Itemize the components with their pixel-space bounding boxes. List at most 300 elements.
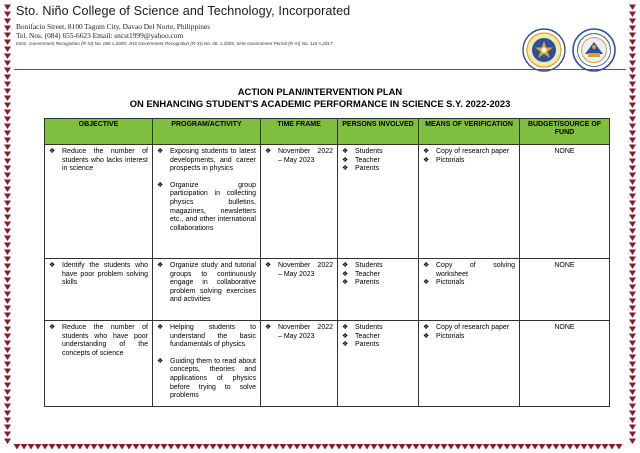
border-ornament [560,444,567,450]
border-ornament [280,444,287,450]
border-ornament [98,444,105,450]
border-ornament [629,47,636,53]
page-border-right [628,2,637,451]
border-ornament [629,390,636,396]
border-ornament [4,12,11,18]
document-subtitle: ON ENHANCING STUDENT'S ACADEMIC PERFORMANCE IN SCIENCE S.Y. 2022-2023 [129,98,511,109]
border-ornament [629,173,636,179]
border-ornament [629,194,636,200]
border-ornament [91,444,98,450]
diamond-bullet-icon: ❖ [423,156,430,164]
border-ornament [315,444,322,450]
border-ornament [629,236,636,242]
border-ornament [4,75,11,81]
border-ornament [4,215,11,221]
border-ornament [441,444,448,450]
persons-cell [338,321,419,407]
border-ornament [4,26,11,32]
border-ornament [490,444,497,450]
border-ornament [4,355,11,361]
diamond-bullet-icon: ❖ [423,262,430,269]
border-ornament [14,444,21,450]
border-ornament [629,61,636,67]
border-ornament [518,444,525,450]
border-ornament [4,390,11,396]
diamond-bullet-icon: ❖ [342,156,349,164]
border-ornament [203,444,210,450]
border-ornament [629,397,636,403]
means-cell [419,259,520,321]
border-ornament [629,432,636,438]
border-ornament [629,250,636,256]
diamond-bullet-icon: ❖ [342,270,349,278]
border-ornament [161,444,168,450]
border-ornament [567,444,574,450]
border-ornament [4,341,11,347]
border-ornament [105,444,112,450]
border-ornament [595,444,602,450]
border-ornament [629,26,636,32]
border-ornament [175,444,182,450]
border-ornament [329,444,336,450]
document-title: ACTION PLAN/INTERVENTION PLAN [237,86,403,97]
person-item: Parents [355,165,380,173]
border-ornament [4,362,11,368]
border-ornament [4,138,11,144]
school-contact: Tel. Nos. (084) 655-6623 Email: sncst1999@yahoo.com [16,31,184,41]
border-ornament [154,444,161,450]
diamond-bullet-icon: ❖ [157,148,164,155]
diamond-bullet-icon: ❖ [49,262,56,269]
border-ornament [4,271,11,277]
border-ornament [140,444,147,450]
diamond-bullet-icon: ❖ [49,324,56,331]
diamond-bullet-icon: ❖ [423,148,430,155]
border-ornament [629,12,636,18]
border-ornament [4,131,11,137]
border-ornament [4,19,11,25]
border-ornament [371,444,378,450]
means-item: Copy of solving worksheet [436,262,515,278]
border-ornament [4,285,11,291]
border-ornament [629,96,636,102]
border-ornament [629,418,636,424]
school-name: Sto. Niño College of Science and Technology, Incorporated [16,4,351,18]
border-ornament [322,444,329,450]
border-ornament [4,411,11,417]
border-ornament [4,89,11,95]
border-ornament [629,404,636,410]
border-ornament [301,444,308,450]
diamond-bullet-icon: ❖ [342,148,349,155]
border-ornament [133,444,140,450]
border-ornament [420,444,427,450]
border-ornament [629,362,636,368]
table-row [45,259,610,321]
border-ornament [629,285,636,291]
border-ornament [462,444,469,450]
border-ornament [629,145,636,151]
time-frame-cell [261,145,338,259]
diamond-bullet-icon: ❖ [423,279,430,287]
border-ornament [483,444,490,450]
diamond-bullet-icon: ❖ [342,262,349,269]
border-ornament [629,425,636,431]
border-ornament [4,383,11,389]
border-ornament [42,444,49,450]
border-ornament [476,444,483,450]
time-frame-cell [261,321,338,407]
header-time-frame: TIME FRAME [261,119,338,145]
means-item: Pictorials [436,156,465,164]
border-ornament [4,404,11,410]
border-ornament [112,444,119,450]
border-ornament [4,61,11,67]
time-frame-cell [261,259,338,321]
border-ornament [629,299,636,305]
border-ornament [629,201,636,207]
table-row [45,321,610,407]
border-ornament [4,152,11,158]
border-ornament [629,215,636,221]
border-ornament [629,264,636,270]
border-ornament [629,355,636,361]
border-ornament [609,444,616,450]
border-ornament [4,243,11,249]
program-item: Organize group participation in collecting physics bulletins, magazines, newsletters etc., and other international collaborations [170,181,256,232]
border-ornament [629,320,636,326]
border-ornament [364,444,371,450]
border-ornament [448,444,455,450]
border-ornament [629,348,636,354]
objective-text: Reduce the number of students who have poor understanding of the concepts of science [62,324,148,357]
border-ornament [4,397,11,403]
government-recognition: Elem. Government Recognition (R-XI) No. 006 s.2005; JHS Government Recognition (R-XI) No. 06, s.2005; SHS Government Permit (R-XI) No. 116 s.2017 [16,41,333,47]
border-ornament [629,369,636,375]
border-ornament [629,138,636,144]
border-ornament [553,444,560,450]
border-ornament [4,292,11,298]
border-ornament [629,110,636,116]
diamond-bullet-icon: ❖ [265,148,272,155]
diamond-bullet-icon: ❖ [49,148,56,155]
border-ornament [4,236,11,242]
diamond-bullet-icon: ❖ [423,332,430,340]
deped-seal-icon [572,28,616,72]
program-cell [153,259,261,321]
border-ornament [629,103,636,109]
program-cell [153,321,261,407]
diamond-bullet-icon: ❖ [157,181,164,189]
means-cell [419,321,520,407]
means-item: Copy of research paper [436,148,510,155]
border-ornament [4,159,11,165]
border-ornament [629,117,636,123]
border-ornament [469,444,476,450]
border-ornament [63,444,70,450]
border-ornament [4,208,11,214]
border-ornament [629,5,636,11]
border-ornament [629,124,636,130]
border-ornament [4,320,11,326]
border-ornament [77,444,84,450]
diamond-bullet-icon: ❖ [265,262,272,269]
border-ornament [350,444,357,450]
header-program: PROGRAM/ACTIVITY [153,119,261,145]
border-ornament [629,180,636,186]
objective-cell [45,321,153,407]
person-item: Teacher [355,270,380,278]
border-ornament [70,444,77,450]
header-persons-involved: PERSONS INVOLVED [338,119,419,145]
border-ornament [189,444,196,450]
border-ornament [427,444,434,450]
letterhead [16,4,516,47]
border-ornament [4,110,11,116]
border-ornament [4,250,11,256]
page-border-left [3,2,12,451]
border-ornament [629,278,636,284]
person-item: Students [355,324,383,331]
person-item: Students [355,148,383,155]
diamond-bullet-icon: ❖ [157,357,164,365]
program-item: Helping students to understand the basic fundamentals of physics [170,324,256,349]
border-ornament [4,54,11,60]
border-ornament [4,313,11,319]
border-ornament [616,444,623,450]
diamond-bullet-icon: ❖ [342,279,349,287]
border-ornament [4,369,11,375]
border-ornament [4,257,11,263]
border-ornament [336,444,343,450]
header-means-of-verification: MEANS OF VERIFICATION [419,119,520,145]
means-item: Copy of research paper [436,324,510,331]
border-ornament [629,306,636,312]
action-plan-table [44,118,610,407]
border-ornament [392,444,399,450]
border-ornament [231,444,238,450]
border-ornament [629,40,636,46]
border-ornament [504,444,511,450]
border-ornament [629,131,636,137]
border-ornament [629,334,636,340]
border-ornament [84,444,91,450]
border-ornament [343,444,350,450]
border-ornament [4,40,11,46]
persons-cell [338,145,419,259]
school-address: Bonifacio Street, 8100 Tagum City, Davao Del Norte, Philippines [16,22,211,31]
border-ornament [266,444,273,450]
page-border-bottom [3,442,637,451]
border-ornament [629,208,636,214]
persons-cell [338,259,419,321]
diamond-bullet-icon: ❖ [342,341,349,349]
border-ornament [273,444,280,450]
border-ornament [4,124,11,130]
border-ornament [546,444,553,450]
border-ornament [21,444,28,450]
border-ornament [602,444,609,450]
header-objective: OBJECTIVE [45,119,153,145]
border-ornament [4,5,11,11]
border-ornament [4,145,11,151]
person-item: Teacher [355,156,380,164]
diamond-bullet-icon: ❖ [157,324,164,331]
border-ornament [4,187,11,193]
border-ornament [28,444,35,450]
border-ornament [574,444,581,450]
border-ornament [629,341,636,347]
border-ornament [629,54,636,60]
border-ornament [4,96,11,102]
border-ornament [294,444,301,450]
border-ornament [4,264,11,270]
person-item: Parents [355,279,380,287]
border-ornament [4,327,11,333]
objective-text: Identify the students who have poor problem solving skills [62,262,148,287]
border-ornament [497,444,504,450]
border-ornament [217,444,224,450]
border-ornament [629,222,636,228]
diamond-bullet-icon: ❖ [265,324,272,331]
border-ornament [399,444,406,450]
border-ornament [4,278,11,284]
border-ornament [629,257,636,263]
border-ornament [378,444,385,450]
objective-text: Reduce the number of students who lacks interest in science [62,148,148,173]
border-ornament [252,444,259,450]
means-item: Pictorials [436,332,465,340]
border-ornament [4,222,11,228]
border-ornament [588,444,595,450]
border-ornament [4,425,11,431]
border-ornament [629,229,636,235]
border-ornament [4,166,11,172]
border-ornament [126,444,133,450]
border-ornament [4,348,11,354]
table-header-row [45,119,610,145]
border-ornament [4,68,11,74]
border-ornament [147,444,154,450]
person-item: Teacher [355,332,380,340]
time-frame-text: November 2022 – May 2023 [278,262,333,278]
border-ornament [539,444,546,450]
border-ornament [56,444,63,450]
diamond-bullet-icon: ❖ [423,324,430,331]
border-ornament [629,82,636,88]
program-item: Guiding them to read about concepts, theories and applications of physics before trying to solve problems [170,357,256,400]
border-ornament [4,103,11,109]
diamond-bullet-icon: ❖ [157,262,164,269]
border-ornament [629,33,636,39]
border-ornament [238,444,245,450]
school-seal-icon [522,28,566,72]
border-ornament [4,334,11,340]
border-ornament [629,166,636,172]
border-ornament [629,292,636,298]
border-ornament [4,306,11,312]
objective-cell [45,145,153,259]
border-ornament [629,19,636,25]
border-ornament [4,117,11,123]
budget-cell: NONE [520,321,610,407]
border-ornament [629,313,636,319]
border-ornament [629,75,636,81]
border-ornament [49,444,56,450]
border-ornament [434,444,441,450]
border-ornament [210,444,217,450]
border-ornament [4,376,11,382]
means-item: Pictorials [436,279,465,287]
border-ornament [532,444,539,450]
border-ornament [629,376,636,382]
table-row [45,145,610,259]
border-ornament [629,89,636,95]
border-ornament [525,444,532,450]
border-ornament [4,194,11,200]
program-item: Organize study and tutorial groups to continuously engage in collaborative problem solving exercises and activities [170,262,256,304]
border-ornament [224,444,231,450]
border-ornament [629,187,636,193]
border-ornament [629,159,636,165]
diamond-bullet-icon: ❖ [342,324,349,331]
border-ornament [4,299,11,305]
budget-cell: NONE [520,259,610,321]
person-item: Students [355,262,383,269]
objective-cell [45,259,153,321]
diamond-bullet-icon: ❖ [342,332,349,340]
border-ornament [4,33,11,39]
border-ornament [35,444,42,450]
border-ornament [4,201,11,207]
border-ornament [287,444,294,450]
border-ornament [581,444,588,450]
program-item: Exposing students to latest developments, and career prospects in physics [170,148,256,173]
border-ornament [629,411,636,417]
border-ornament [629,243,636,249]
border-ornament [119,444,126,450]
border-ornament [511,444,518,450]
border-ornament [4,82,11,88]
means-cell [419,145,520,259]
border-ornament [259,444,266,450]
border-ornament [629,152,636,158]
border-ornament [4,173,11,179]
border-ornament [4,180,11,186]
border-ornament [245,444,252,450]
border-ornament [455,444,462,450]
border-ornament [4,418,11,424]
diamond-bullet-icon: ❖ [342,165,349,173]
header-budget: BUDGET/SOURCE OF FUND [520,119,610,145]
border-ornament [413,444,420,450]
border-ornament [4,229,11,235]
border-ornament [357,444,364,450]
border-ornament [182,444,189,450]
border-ornament [4,47,11,53]
border-ornament [196,444,203,450]
border-ornament [629,327,636,333]
person-item: Parents [355,341,380,349]
border-ornament [4,432,11,438]
letterhead-divider [14,69,626,70]
border-ornament [406,444,413,450]
program-cell [153,145,261,259]
border-ornament [629,383,636,389]
budget-cell: NONE [520,145,610,259]
time-frame-text: November 2022 – May 2023 [278,148,333,164]
border-ornament [629,68,636,74]
